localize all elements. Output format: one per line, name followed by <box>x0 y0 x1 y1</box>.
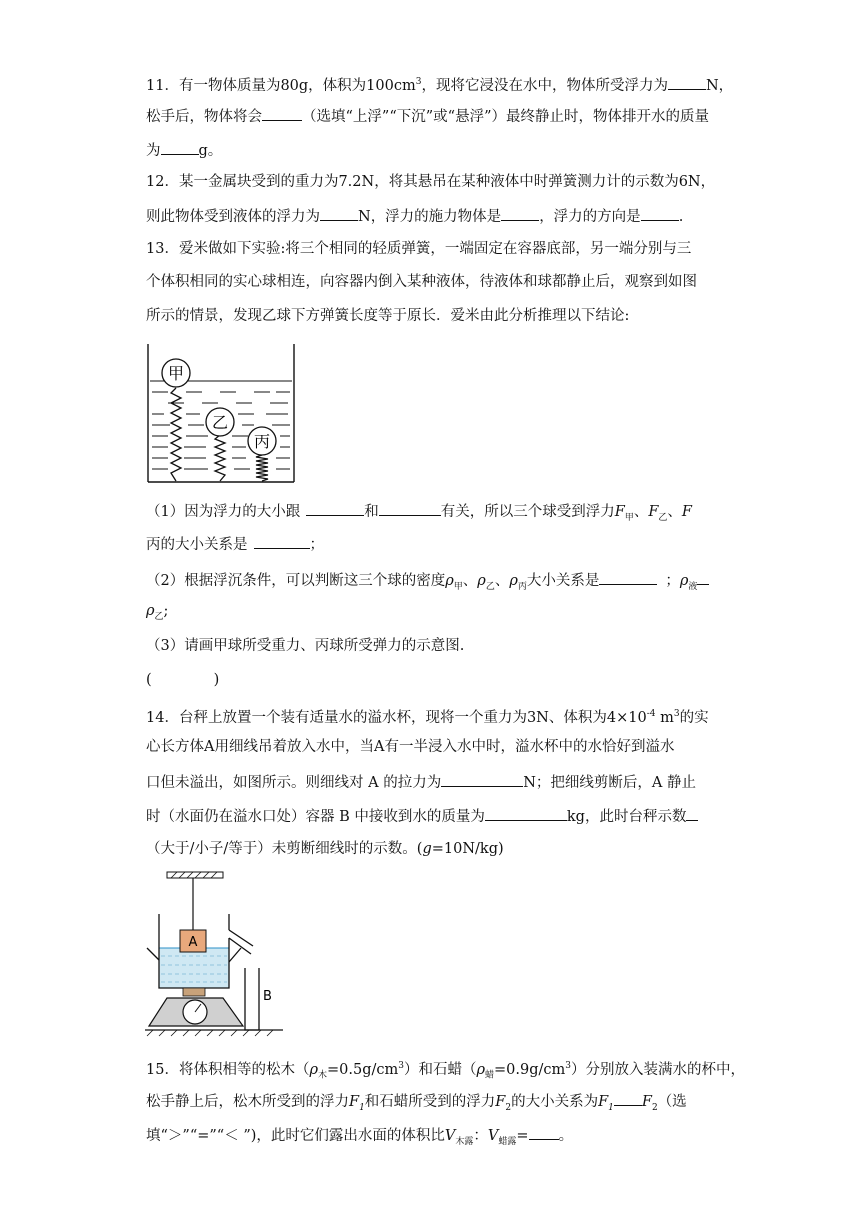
q13-part1-line1: （1）因为浮力的大小跟 和 有关，所以三个球受到浮力$F_甲$、$F_乙$、F <box>146 500 692 528</box>
label-yi: 乙 <box>211 413 229 432</box>
spring-yi <box>215 435 225 481</box>
q13-blank-density-relation[interactable] <box>599 569 657 585</box>
q15-line1: 15．将体积相等的松木$(\rho_木=0.5g/cm^3)$和石蜡$(\rho_蜡=0.9g/cm^3)$分别放入装满水的杯中， <box>146 1061 746 1081</box>
q12-blank-exerter[interactable] <box>501 205 539 221</box>
label-bing: 丙 <box>253 432 271 451</box>
q15-blank-volume-ratio[interactable] <box>529 1124 559 1140</box>
label-jia: 甲 <box>167 364 185 383</box>
spring-bing <box>256 455 268 481</box>
q14-blank-tension[interactable] <box>441 771 523 787</box>
q14-line2: 心长方体A用细线吊着放入水中，当A有一半浸入水中时，溢水杯中的水恰好到溢水 <box>146 739 675 755</box>
q11-blank-state[interactable] <box>262 105 302 121</box>
q12-line2: 则此物体受到液体的浮力为 N，浮力的施力物体是 ，浮力的方向是 . <box>146 205 683 227</box>
q11-line1: 11．有一物体质量为80g，体积为$100cm^3$，现将它浸没在水中，物体所受浮力为 N， <box>146 72 733 96</box>
q14-line1: 14．台秤上放置一个装有适量水的溢水杯，现将一个重力为3N、体积为$4\times 10^{-4}$ $m^3$的实 <box>146 709 709 726</box>
container-B <box>245 968 259 1030</box>
q13-blank-factor1[interactable] <box>306 500 364 516</box>
q13-blank-buoyancy-relation[interactable] <box>254 533 310 549</box>
q13-line3: 所示的情景，发现乙球下方弹簧长度等于原长．爱米由此分析推理以下结论: <box>146 308 630 324</box>
q15-blank-force-relation[interactable] <box>614 1090 642 1106</box>
q12-blank-buoyancy[interactable] <box>320 205 358 221</box>
q14-line4: 时（水面仍在溢水口处）容器 B 中接收到水的质量为 kg，此时台秤示数 <box>146 805 698 827</box>
q11-blank-buoyancy[interactable] <box>668 74 706 90</box>
q14-blank-mass[interactable] <box>485 805 567 821</box>
q13-part2-line1: （2）根据浮沉条件，可以判断这三个球的密度$\rho_甲$、$\rho_乙$、$\rho_丙$大小关系是 ；$\rho_液$ <box>146 569 709 597</box>
svg-text:A: A <box>188 935 198 950</box>
q13-part1-line2: 丙的大小关系是 ； <box>146 533 324 555</box>
q13-line1: 13．爱米做如下实验:将三个相同的轻质弹簧，一端固定在容器底部，另一端分别与三 <box>146 241 692 257</box>
q15-line2: 松手静上后，松木所受到的浮力$F_1$和石蜡所受到的浮力$F_2$的大小关系为$F_1$ $F_2$（选 <box>146 1090 687 1118</box>
q15-line3: 填“＞”“=”“＜ ”)，此时它们露出水面的体积比$V_{木露}$：$V_{蜡露}=$ 。 <box>146 1124 573 1152</box>
q14-line5: （大于/小子/等于）未剪断细线时的示数。(g=10N/kg) <box>146 841 504 857</box>
q14-line3: 口但未溢出，如图所示。则细线对 A 的拉力为 N；把细线剪断后，A 静止 <box>146 771 696 793</box>
spring-jia <box>171 388 181 481</box>
q13-spring-container-figure <box>142 342 302 487</box>
q13-answer-paren[interactable]: ( ) <box>146 672 220 688</box>
q13-part3: （3）请画甲球所受重力、丙球所受弹力的示意图. <box>146 638 465 654</box>
q12-line1: 12．某一金属块受到的重力为7.2N，将其悬吊在某种液体中时弹簧测力计的示数为6N， <box>146 174 716 190</box>
q11-blank-mass[interactable] <box>161 139 199 155</box>
q12-blank-direction[interactable] <box>641 205 679 221</box>
svg-text:B: B <box>263 989 272 1004</box>
q11-line3: 为 g。 <box>146 139 222 161</box>
q13-blank-factor2[interactable] <box>379 500 441 516</box>
q13-blank-liquid-compare[interactable] <box>697 569 709 585</box>
q13-line2: 个体积相同的实心球相连，向容器内倒入某种液体，待液体和球都静止后，观察到如图 <box>146 274 697 290</box>
q13-part2-line2: $\rho_乙$; <box>146 603 169 622</box>
q14-overflow-cup-figure <box>145 870 285 1038</box>
q14-blank-compare[interactable] <box>686 805 698 821</box>
q11-line2: 松手后，物体将会 （选填“上浮”“下沉”或“悬浮”）最终静止时，物体排开水的质量 <box>146 105 709 127</box>
